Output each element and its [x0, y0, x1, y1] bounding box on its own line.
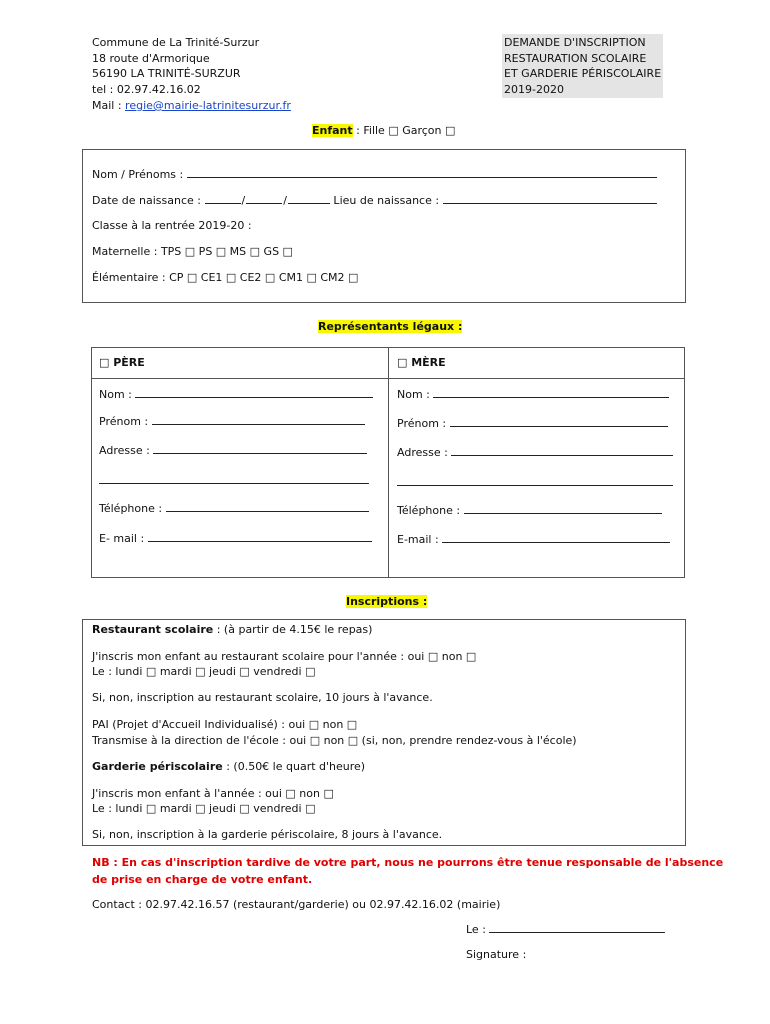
garderie-advance-note: Si, non, inscription à la garderie périscolaire, 8 jours à l'avance.: [92, 828, 443, 841]
pere-adresse-label: Adresse :: [99, 444, 154, 457]
enfant-maternelle[interactable]: Maternelle : TPS □ PS □ MS □ GS □: [92, 245, 293, 258]
enfant-nom-field[interactable]: [187, 168, 657, 178]
pere-email-field[interactable]: [148, 532, 372, 542]
resto-days-line[interactable]: Le : lundi □ mardi □ jeudi □ vendredi □: [92, 665, 316, 678]
mere-nom-row: [397, 388, 669, 401]
mere-telephone-field[interactable]: [464, 504, 662, 514]
mere-adresse-label: Adresse :: [397, 446, 452, 459]
form-title-line1: DEMANDE D'INSCRIPTION: [504, 36, 646, 49]
pere-prenom-row: [99, 415, 365, 428]
mere-email-label: E-mail :: [397, 533, 443, 546]
form-title-line2: RESTAURATION SCOLAIRE: [504, 51, 647, 65]
pere-adresse-field2[interactable]: [99, 474, 369, 484]
enfant-line: [312, 124, 455, 137]
enfant-nom-label: Nom / Prénoms :: [92, 168, 187, 181]
pai-line[interactable]: PAI (Projet d'Accueil Individualisé) : oui □ non □: [92, 718, 358, 731]
nb-warning-line1: NB : En cas d'inscription tardive de votre part, nous ne pourrons être tenue responsable de l'absence: [92, 856, 724, 869]
mere-prenom-label: Prénom :: [397, 417, 450, 430]
pere-nom-field[interactable]: [135, 388, 373, 398]
resto-advance-note: Si, non, inscription au restaurant scolaire, 10 jours à l'avance.: [92, 691, 433, 704]
commune-address-line1: 18 route d'Armorique: [92, 52, 210, 65]
commune-name: Commune de La Trinité-Surzur: [92, 36, 260, 49]
le-row: [466, 923, 665, 936]
garderie-days-line[interactable]: Le : lundi □ mardi □ jeudi □ vendredi □: [92, 802, 316, 815]
enfant-elementaire[interactable]: Élémentaire : CP □ CE1 □ CE2 □ CM1 □ CM2 □: [92, 271, 359, 284]
garderie-heading: [92, 760, 365, 773]
inscriptions-title: Inscriptions :: [346, 595, 428, 608]
garderie-label: Garderie périscolaire: [92, 760, 223, 773]
enfant-naissance-row: Date de naissance : / / Lieu de naissance :: [92, 194, 657, 207]
mere-nom-label: Nom :: [397, 388, 434, 401]
contact-line: Contact : 02.97.42.16.57 (restaurant/garderie) ou 02.97.42.16.02 (mairie): [92, 898, 501, 911]
signature-label: Signature :: [466, 948, 527, 961]
resto-heading: [92, 623, 372, 636]
enfant-classe: Classe à la rentrée 2019-20 :: [92, 219, 252, 232]
mere-prenom-row: [397, 417, 668, 430]
form-title-line4: 2019-2020: [504, 82, 564, 96]
pere-header[interactable]: □ PÈRE: [99, 356, 145, 369]
commune-address-line2: 56190 LA TRINITÉ-SURZUR: [92, 67, 241, 80]
pere-adresse-row: [99, 444, 367, 457]
mere-nom-field[interactable]: [433, 388, 669, 398]
naissance-mois-field[interactable]: [246, 194, 282, 204]
mere-header[interactable]: □ MÈRE: [397, 356, 446, 369]
naissance-annee-field[interactable]: [288, 194, 330, 204]
pere-nom-label: Nom :: [99, 388, 136, 401]
le-field[interactable]: [489, 923, 665, 933]
representants-divider: [388, 347, 389, 578]
mere-header-divider: [388, 378, 685, 379]
enfant-naissance-label: Date de naissance :: [92, 194, 205, 207]
mere-adresse-row2: [397, 476, 673, 489]
enfant-nom-row: [92, 168, 657, 181]
pere-email-row: [99, 532, 372, 545]
pai-transmise-line[interactable]: Transmise à la direction de l'école : oui □ non □ (si, non, prendre rendez-vous à l'école): [92, 734, 577, 747]
pere-telephone-field[interactable]: [166, 502, 369, 512]
commune-mail: [92, 99, 291, 112]
pere-nom-row: [99, 388, 373, 401]
mere-adresse-field[interactable]: [451, 446, 673, 456]
pere-telephone-label: Téléphone :: [99, 502, 166, 515]
mere-telephone-row: [397, 504, 662, 517]
pere-email-label: E- mail :: [99, 532, 148, 545]
mere-prenom-field[interactable]: [450, 417, 668, 427]
pere-telephone-row: [99, 502, 369, 515]
enfant-label: Enfant: [312, 124, 353, 137]
garderie-inscription-line[interactable]: J'inscris mon enfant à l'année : oui □ non □: [92, 787, 334, 800]
mail-label: Mail :: [92, 99, 126, 112]
garderie-price: : (0.50€ le quart d'heure): [222, 760, 366, 773]
le-label: Le :: [466, 923, 490, 936]
mere-adresse-field2[interactable]: [397, 476, 673, 486]
form-title: [502, 34, 663, 98]
pere-header-divider: [91, 378, 388, 379]
commune-phone: tel : 02.97.42.16.02: [92, 83, 201, 96]
resto-inscription-line[interactable]: J'inscris mon enfant au restaurant scolaire pour l'année : oui □ non □: [92, 650, 477, 663]
mere-adresse-row: [397, 446, 673, 459]
naissance-jour-field[interactable]: [205, 194, 241, 204]
enfant-lieu-label: Lieu de naissance :: [329, 194, 443, 207]
pere-prenom-field[interactable]: [152, 415, 365, 425]
mere-email-row: [397, 533, 670, 546]
pere-prenom-label: Prénom :: [99, 415, 152, 428]
naissance-lieu-field[interactable]: [443, 194, 657, 204]
pere-adresse-row2: [99, 474, 369, 487]
representants-title: Représentants légaux :: [318, 320, 463, 333]
pere-adresse-field[interactable]: [153, 444, 367, 454]
mere-email-field[interactable]: [442, 533, 670, 543]
enfant-gender-options[interactable]: : Fille □ Garçon □: [352, 124, 456, 137]
resto-label: Restaurant scolaire: [92, 623, 214, 636]
resto-price: : (à partir de 4.15€ le repas): [213, 623, 373, 636]
nb-warning-line2: de prise en charge de votre enfant.: [92, 873, 313, 886]
mere-telephone-label: Téléphone :: [397, 504, 464, 517]
form-title-line3: ET GARDERIE PÉRISCOLAIRE: [504, 67, 662, 80]
mail-link[interactable]: regie@mairie-latrinitesurzur.fr: [125, 99, 291, 112]
